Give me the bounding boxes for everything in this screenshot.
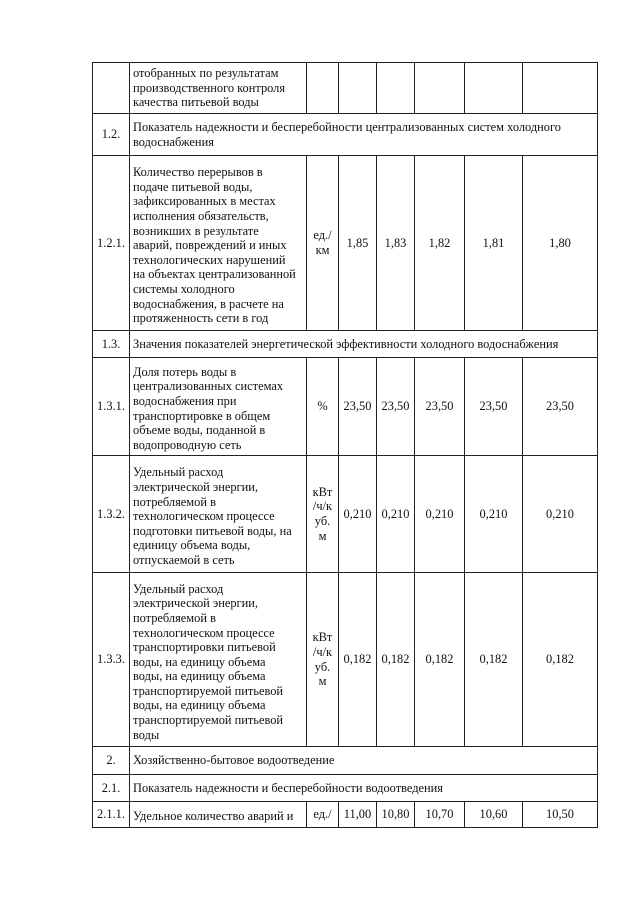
row-unit: кВт /ч/к уб. м [307, 573, 339, 747]
value-cell: 1,80 [523, 156, 598, 331]
value-cell: 1,83 [377, 156, 415, 331]
row-number [93, 63, 130, 114]
value-cell: 0,182 [377, 573, 415, 747]
section-row [93, 775, 598, 802]
value-cell: 10,80 [377, 802, 415, 828]
value-cell: 0,210 [415, 456, 465, 573]
section-row [93, 747, 598, 775]
row-unit [307, 63, 339, 114]
value-cell: 10,60 [465, 802, 523, 828]
value-cell: 23,50 [523, 358, 598, 456]
section-row [93, 331, 598, 358]
table-row [93, 456, 598, 573]
table-row [93, 358, 598, 456]
row-number: 2. [93, 747, 130, 775]
value-cell: 10,70 [415, 802, 465, 828]
value-cell: 1,82 [415, 156, 465, 331]
section-title: Показатель надежности и бесперебойности водоотведения [130, 775, 598, 802]
row-description: Удельный расход электрической энергии, потребляемой в технологическом процессе транспортировки питьевой воды, на единицу объема воды, на единицу объема транспортируемой питьевой воды, на единицу объема транспортируемой питьевой воды [130, 573, 307, 747]
value-cell [339, 63, 377, 114]
value-cell: 1,85 [339, 156, 377, 331]
row-description: Доля потерь воды в централизованных системах водоснабжения при транспортировке в общем объеме воды, поданной в водопроводную сеть [130, 358, 307, 456]
row-number: 1.2.1. [93, 156, 130, 331]
row-number: 1.2. [93, 114, 130, 156]
value-cell: 0,182 [523, 573, 598, 747]
value-cell: 0,210 [465, 456, 523, 573]
row-unit: % [307, 358, 339, 456]
value-cell: 23,50 [339, 358, 377, 456]
value-cell [377, 63, 415, 114]
table-row [93, 63, 598, 114]
value-cell [465, 63, 523, 114]
table-row [93, 573, 598, 747]
row-unit: ед./ [307, 802, 339, 828]
table-row [93, 802, 598, 828]
row-number: 1.3.1. [93, 358, 130, 456]
row-description: Удельное количество аварий и [130, 802, 307, 828]
row-number: 2.1.1. [93, 802, 130, 828]
row-number: 1.3.2. [93, 456, 130, 573]
table-row [93, 156, 598, 331]
value-cell: 23,50 [377, 358, 415, 456]
value-cell: 10,50 [523, 802, 598, 828]
value-cell [415, 63, 465, 114]
value-cell: 0,210 [377, 456, 415, 573]
row-description: Удельный расход электрической энергии, потребляемой в технологическом процессе подготовки питьевой воды, на единицу объема воды, отпускаемой в сеть [130, 456, 307, 573]
section-title: Значения показателей энергетической эффективности холодного водоснабжения [130, 331, 598, 358]
section-title: Показатель надежности и бесперебойности централизованных систем холодного водоснабжения [130, 114, 598, 156]
row-number: 1.3. [93, 331, 130, 358]
value-cell: 0,182 [465, 573, 523, 747]
value-cell [523, 63, 598, 114]
value-cell: 11,00 [339, 802, 377, 828]
section-title: Хозяйственно-бытовое водоотведение [130, 747, 598, 775]
value-cell: 0,210 [523, 456, 598, 573]
value-cell: 0,182 [415, 573, 465, 747]
value-cell: 0,182 [339, 573, 377, 747]
row-unit: кВт /ч/к уб. м [307, 456, 339, 573]
row-number: 1.3.3. [93, 573, 130, 747]
section-row [93, 114, 598, 156]
value-cell: 0,210 [339, 456, 377, 573]
row-description: Количество перерывов в подаче питьевой воды, зафиксированных в местах исполнения обязательств, возникших в результате аварий, повреждений и иных технологических нарушений на объектах централизованной системы холодного водоснабжения, в расчете на протяженность сети в год [130, 156, 307, 331]
value-cell: 1,81 [465, 156, 523, 331]
row-description: отобранных по результатам производственного контроля качества питьевой воды [130, 63, 307, 114]
row-unit: ед./ км [307, 156, 339, 331]
value-cell: 23,50 [415, 358, 465, 456]
value-cell: 23,50 [465, 358, 523, 456]
indicators-table [92, 62, 598, 828]
row-number: 2.1. [93, 775, 130, 802]
